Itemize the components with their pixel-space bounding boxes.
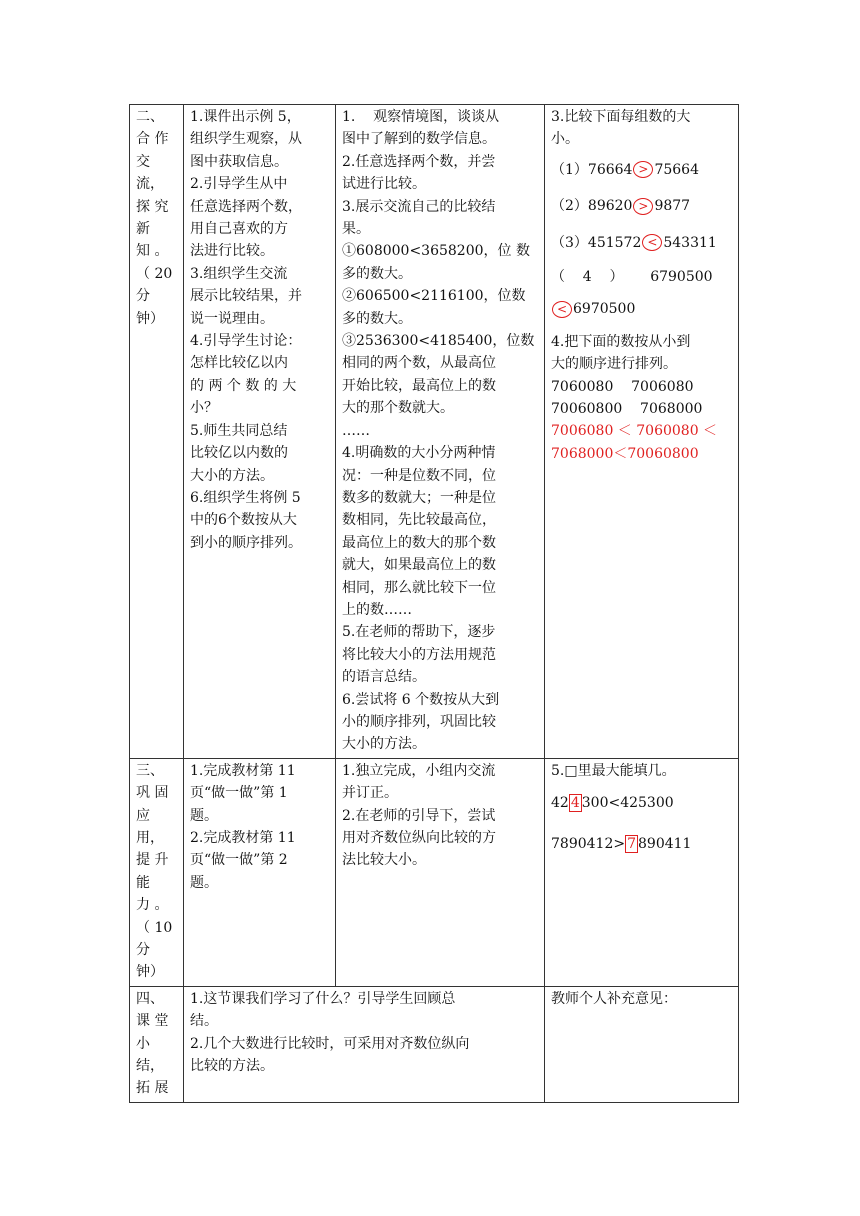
student-activity-line: 相同的两个数，从最高位 [342, 355, 496, 372]
teacher-activity-line: 2.完成教材第 11 [190, 830, 296, 846]
teacher-note-label: 教师个人补充意见： [551, 990, 677, 1007]
student-activity-line: 2.任意选择两个数，并尝 [342, 153, 496, 170]
stage-label-line: 用， [136, 830, 164, 846]
student-activity-line: 法比较大小。 [342, 852, 426, 869]
compare-mark: < [552, 301, 572, 318]
teacher-activity-line: 4.引导学生讨论： [190, 333, 302, 350]
student-activity-line: 多的数大。 [342, 265, 412, 282]
q3-item-1 [551, 159, 732, 181]
teacher-activity-line: 2.引导学生从中 [190, 176, 288, 193]
teacher-activity-line: 用自己喜欢的方 [190, 221, 288, 238]
stage-label-line: 巩 固 [136, 785, 169, 802]
q3-item-2-right: 9877 [654, 198, 691, 215]
student-activity-line: 就大，如果最高位上的数 [342, 557, 496, 574]
lesson-plan-table [129, 104, 739, 1103]
table-row-practice [130, 758, 739, 986]
q5-item-a [551, 792, 732, 814]
stage-label-line: 二、 [136, 109, 164, 125]
teacher-activity-line: 大小的方法。 [190, 467, 274, 484]
exercise-cell [545, 105, 739, 759]
teacher-activity-line: 说一说理由。 [190, 310, 274, 327]
q5-item-a-right: 300<425300 [581, 795, 674, 812]
stage-label-line: 能 [136, 874, 150, 891]
stage-label-line: 流， [136, 176, 164, 193]
student-activity-line: ②606500<2116100，位数 [342, 288, 526, 305]
exercise-cell [545, 758, 739, 986]
compare-mark: > [633, 198, 653, 215]
q3-item-3-right: 543311 [663, 234, 717, 251]
summary-content-cell [184, 986, 545, 1102]
teacher-activity-cell [184, 105, 336, 759]
teacher-activity-line: 6.组织学生将例 5 [190, 489, 301, 506]
teacher-activity-line: 题。 [190, 807, 218, 824]
stage-label-line: （ 20 [136, 265, 173, 282]
q4-answer-line1: 7006080 ＜ 7060080 ＜ [551, 423, 718, 440]
teacher-activity-line: 到小的顺序排列。 [190, 534, 302, 551]
student-activity-line: 数多的数就大；一种是位 [342, 489, 496, 506]
q3-item-3 [551, 232, 732, 254]
stage-label-line: 分 [136, 288, 150, 305]
compare-mark: < [642, 234, 662, 251]
stage-label-line: （ 10 [136, 919, 173, 936]
teacher-activity-line: 的 两 个 数 的 大 [190, 377, 297, 394]
summary-line: 比较的方法。 [190, 1058, 274, 1075]
student-activity-line: 图中了解到的数学信息。 [342, 131, 496, 148]
q4-numbers-line1: 7060080 7006080 [551, 378, 694, 395]
teacher-activity-line: 组织学生观察，从 [190, 131, 302, 148]
student-activity-line: 用对齐数位纵向比较的方 [342, 830, 496, 846]
student-activity-line: 1.独立完成，小组内交流 [342, 762, 496, 779]
stage-cell [130, 105, 184, 759]
stage-label-line: 新 [136, 221, 150, 238]
student-activity-line: 试进行比较。 [342, 176, 426, 193]
student-activity-line: 1. 观察情境图，谈谈从 [342, 109, 500, 125]
stage-cell [130, 986, 184, 1102]
summary-line: 2.几个大数进行比较时，可采用对齐数位纵向 [190, 1035, 470, 1052]
q3-item-3-left: （3）451572 [551, 234, 642, 251]
q3-item-4-line2 [551, 298, 732, 320]
stage-label-line: 钟） [136, 964, 164, 981]
answer-box: 4 [570, 795, 580, 812]
summary-line: 结。 [190, 1013, 218, 1030]
student-activity-line: 多的数大。 [342, 310, 412, 327]
student-activity-line: 4.明确数的大小分两种情 [342, 445, 496, 462]
stage-label-line: 拓 展 [136, 1080, 169, 1097]
stage-label-line: 小 [136, 1035, 150, 1052]
stage-cell [130, 758, 184, 986]
teacher-activity-line: 法进行比较。 [190, 243, 274, 260]
student-activity-line: …… [342, 422, 370, 439]
student-activity-cell [336, 758, 545, 986]
teacher-activity-cell [184, 758, 336, 986]
student-activity-line: 的语言总结。 [342, 669, 426, 686]
teacher-activity-line: 怎样比较亿以内 [190, 355, 288, 372]
student-activity-line: ①608000<3658200，位 数 [342, 243, 530, 260]
stage-label-line: 应 [136, 807, 150, 824]
teacher-activity-line: 5.师生共同总结 [190, 422, 288, 439]
teacher-activity-line: 页“做一做”第 2 [190, 852, 288, 869]
q5-title: 5.□里最大能填几。 [551, 762, 676, 779]
q3-title-line1: 3.比较下面每组数的大 [551, 109, 691, 125]
student-activity-cell [336, 105, 545, 759]
stage-label-line: 交 [136, 153, 150, 170]
student-activity-line: 6.尝试将 6 个数按从大到 [342, 691, 500, 708]
stage-label-line: 结， [136, 1058, 164, 1075]
table-row-explore [130, 105, 739, 759]
q3-item-4-line1: （ 4 ） 6790500 [551, 269, 713, 286]
teacher-note-cell [545, 986, 739, 1102]
student-activity-line: 大小的方法。 [342, 736, 426, 753]
q3-item-4-right: 6970500 [573, 301, 636, 318]
teacher-activity-line: 小？ [190, 400, 218, 417]
teacher-activity-line: 图中获取信息。 [190, 153, 288, 170]
stage-label-line: 三、 [136, 762, 164, 779]
compare-mark: > [633, 161, 653, 178]
student-activity-line: 大的那个数就大。 [342, 400, 454, 417]
stage-label-line: 四、 [136, 990, 164, 1007]
q4-title-line1: 4.把下面的数按从小到 [551, 333, 691, 350]
student-activity-line: 开始比较，最高位上的数 [342, 377, 496, 394]
q5-item-b-right: 890411 [638, 835, 692, 852]
stage-label-line: 知 。 [136, 243, 169, 260]
student-activity-line: 小的顺序排列，巩固比较 [342, 713, 496, 730]
teacher-activity-line: 1.完成教材第 11 [190, 762, 296, 779]
student-activity-line: 况：一种是位数不同，位 [342, 467, 496, 484]
student-activity-line: 5.在老师的帮助下，逐步 [342, 624, 496, 641]
stage-label-line: 课 堂 [136, 1013, 169, 1030]
student-activity-line: 数相同，先比较最高位， [342, 512, 496, 529]
student-activity-line: 2.在老师的引导下，尝试 [342, 807, 496, 824]
student-activity-line: 上的数…… [342, 601, 412, 618]
student-activity-line: 最高位上的数大的那个数 [342, 534, 496, 551]
stage-label-line: 钟） [136, 310, 164, 327]
stage-label-line: 合 作 [136, 131, 169, 148]
q3-item-1-right: 75664 [654, 161, 699, 178]
teacher-activity-line: 比较亿以内数的 [190, 445, 288, 462]
stage-label-line: 分 [136, 942, 150, 959]
teacher-activity-line: 1.课件出示例 5， [190, 109, 301, 125]
stage-label-line: 探 究 [136, 198, 169, 215]
q3-title-line2: 小。 [551, 131, 579, 148]
student-activity-line: 将比较大小的方法用规范 [342, 646, 496, 663]
student-activity-line: 相同，那么就比较下一位 [342, 579, 496, 596]
student-activity-line: ③2536300<4185400，位数 [342, 333, 535, 350]
q3-item-1-left: （1）76664 [551, 161, 633, 178]
q5-item-b [551, 833, 732, 855]
teacher-activity-line: 展示比较结果，并 [190, 288, 302, 305]
teacher-activity-line: 页“做一做”第 1 [190, 785, 288, 802]
q5-item-a-left: 42 [551, 795, 569, 812]
q3-item-2-left: （2）89620 [551, 198, 633, 215]
q3-item-2 [551, 195, 732, 217]
stage-label-line: 提 升 [136, 852, 169, 869]
q5-item-b-left: 7890412> [551, 835, 626, 852]
teacher-activity-line: 中的6个数按从大 [190, 512, 297, 529]
teacher-activity-line: 题。 [190, 874, 218, 891]
stage-label-line: 力 。 [136, 897, 169, 914]
teacher-activity-line: 任意选择两个数， [190, 198, 302, 215]
student-activity-line: 果。 [342, 221, 370, 238]
summary-line: 1.这节课我们学习了什么？引导学生回顾总 [190, 990, 456, 1007]
student-activity-line: 3.展示交流自己的比较结 [342, 198, 496, 215]
q4-numbers-line2: 70060800 7068000 [551, 401, 703, 418]
answer-box: 7 [627, 835, 637, 852]
q4-title-line2: 大的顺序进行排列。 [551, 356, 677, 373]
teacher-activity-line: 3.组织学生交流 [190, 265, 288, 282]
q4-answer-line2: 7068000＜70060800 [551, 445, 699, 462]
student-activity-line: 并订正。 [342, 785, 398, 802]
table-row-summary [130, 986, 739, 1102]
